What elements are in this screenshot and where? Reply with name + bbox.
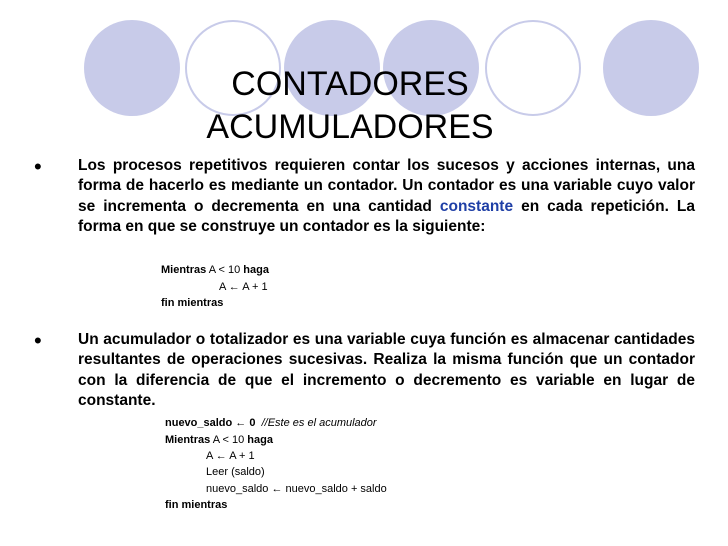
code-2-line-6: fin mientras bbox=[165, 499, 228, 511]
code-2-line-5: nuevo_saldo ← nuevo_saldo + saldo bbox=[206, 483, 387, 495]
bullet-2-text: Un acumulador o totalizador es una variable cuya función es almacenar cantidades resultantes de operaciones sucesivas. Realiza la misma función que un contador con la diferencia de que el incremento o decremento es variable en lugar de constante. bbox=[78, 331, 695, 409]
code-2-line-1 bbox=[165, 415, 377, 431]
code-2-condition: A < 10 bbox=[210, 434, 248, 446]
code-1-keyword-mientras: Mientras bbox=[161, 264, 207, 276]
code-1-condition: A < 10 bbox=[206, 264, 244, 276]
code-2-init: nuevo_saldo ← 0 bbox=[165, 417, 256, 429]
code-2-comment: //Este es el acumulador bbox=[261, 417, 377, 429]
code-2-line-4: Leer (saldo) bbox=[206, 466, 265, 478]
code-1-line-2: A ← A + 1 bbox=[219, 281, 268, 293]
code-2-line-3: A ← A + 1 bbox=[206, 450, 255, 462]
slide-title-line-1: CONTADORES bbox=[231, 65, 469, 103]
bullet-1-text-after: en cada repetición. La forma en que se construye un contador es la siguiente: bbox=[78, 197, 695, 235]
slide-title-line-2: ACUMULADORES bbox=[206, 108, 494, 146]
bullet-1-text bbox=[78, 156, 695, 237]
code-2-keyword-haga: haga bbox=[247, 434, 273, 446]
bullet-1-highlight: constante bbox=[439, 197, 514, 215]
bullet-2-marker: • bbox=[34, 328, 42, 353]
code-2-keyword-mientras: Mientras bbox=[165, 434, 211, 446]
code-2-line-2 bbox=[165, 432, 273, 448]
code-1-line-3: fin mientras bbox=[161, 297, 224, 309]
bullet-1-marker: • bbox=[34, 154, 42, 179]
bullet-1-text-before: Los procesos repetitivos requieren contar los sucesos y acciones internas, una forma de hacerlo es mediante un contador. Un contador es una variable cuyo valor se incrementa o decrementa en una cantidad bbox=[78, 157, 695, 215]
code-1-line-1 bbox=[161, 262, 269, 278]
code-1-keyword-haga: haga bbox=[243, 264, 269, 276]
